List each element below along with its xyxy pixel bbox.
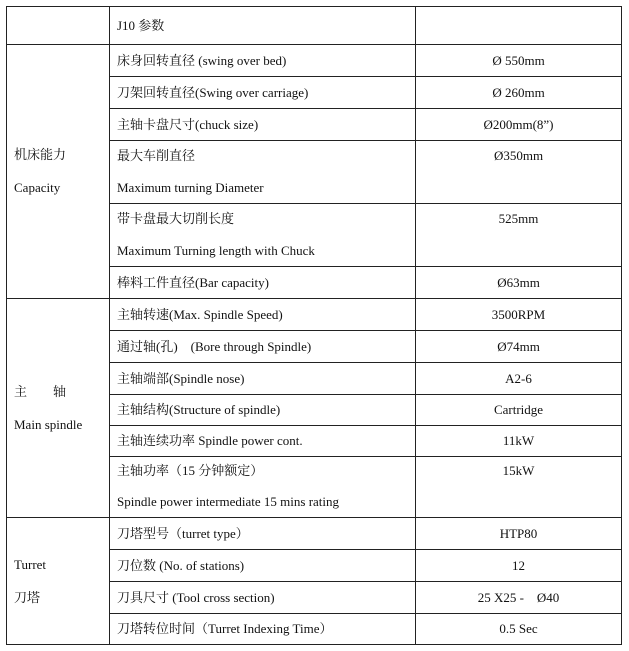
- group-label-cn: 机床能力: [14, 147, 67, 163]
- param-cell: 主轴连续功率 Spindle power cont.: [110, 426, 416, 457]
- value-cell: 15kW: [416, 457, 622, 518]
- group-turret: [7, 518, 110, 645]
- table-row: [7, 45, 622, 77]
- param-cell: 主轴端部(Spindle nose): [110, 363, 416, 395]
- value-cell: 25 X25 - Ø40: [416, 582, 622, 614]
- param-cell: 刀位数 (No. of stations): [110, 550, 416, 582]
- table-row: [7, 518, 622, 550]
- value-cell: A2-6: [416, 363, 622, 395]
- group-main-spindle: [7, 299, 110, 518]
- param-cell: 刀塔转位时间（Turret Indexing Time）: [110, 614, 416, 645]
- param-cell: 主轴卡盘尺寸(chuck size): [110, 109, 416, 141]
- value-cell: Ø350mm: [416, 141, 622, 204]
- value-cell: 3500RPM: [416, 299, 622, 331]
- param-cell: 刀塔型号（turret type）: [110, 518, 416, 550]
- value-cell: 0.5 Sec: [416, 614, 622, 645]
- value-cell: 11kW: [416, 426, 622, 457]
- param-cell: [110, 204, 416, 267]
- value-cell: Ø74mm: [416, 331, 622, 363]
- param-en: Maximum Turning length with Chuck: [117, 242, 315, 258]
- param-cell: 床身回转直径 (swing over bed): [110, 45, 416, 77]
- group-label-cn: 主 轴: [14, 383, 67, 399]
- param-cn: 带卡盘最大切削长度: [117, 211, 235, 226]
- value-cell: Ø63mm: [416, 267, 622, 299]
- param-en: Maximum turning Diameter: [117, 179, 264, 195]
- value-cell: Ø200mm(8”): [416, 109, 622, 141]
- param-cn: 最大车削直径: [117, 148, 196, 163]
- param-cell: 主轴转速(Max. Spindle Speed): [110, 299, 416, 331]
- group-label-en: Turret: [14, 556, 47, 572]
- header-row: [7, 7, 622, 45]
- param-cn: 主轴功率（15 分钟额定）: [117, 463, 264, 478]
- param-cell: 刀架回转直径(Swing over carriage): [110, 77, 416, 109]
- param-cell: 通过轴(孔) (Bore through Spindle): [110, 331, 416, 363]
- spec-table: [6, 6, 622, 645]
- param-cell: [110, 141, 416, 204]
- param-cell: 主轴结构(Structure of spindle): [110, 395, 416, 426]
- table-row: [7, 299, 622, 331]
- value-cell: Cartridge: [416, 395, 622, 426]
- value-cell: 12: [416, 550, 622, 582]
- group-label-cn: 刀塔: [14, 589, 41, 605]
- group-label-en: Main spindle: [14, 416, 83, 432]
- param-cell: [110, 457, 416, 518]
- header-value-cell: [416, 7, 622, 45]
- group-label-en: Capacity: [14, 180, 61, 195]
- param-en: Spindle power intermediate 15 mins rating: [117, 493, 340, 509]
- value-cell: Ø 260mm: [416, 77, 622, 109]
- param-cell: 棒料工件直径(Bar capacity): [110, 267, 416, 299]
- header-empty-cell: [7, 7, 110, 45]
- group-capacity: [7, 45, 110, 299]
- value-cell: 525mm: [416, 204, 622, 267]
- param-cell: 刀具尺寸 (Tool cross section): [110, 582, 416, 614]
- table-title: J10 参数: [110, 7, 416, 45]
- value-cell: Ø 550mm: [416, 45, 622, 77]
- value-cell: HTP80: [416, 518, 622, 550]
